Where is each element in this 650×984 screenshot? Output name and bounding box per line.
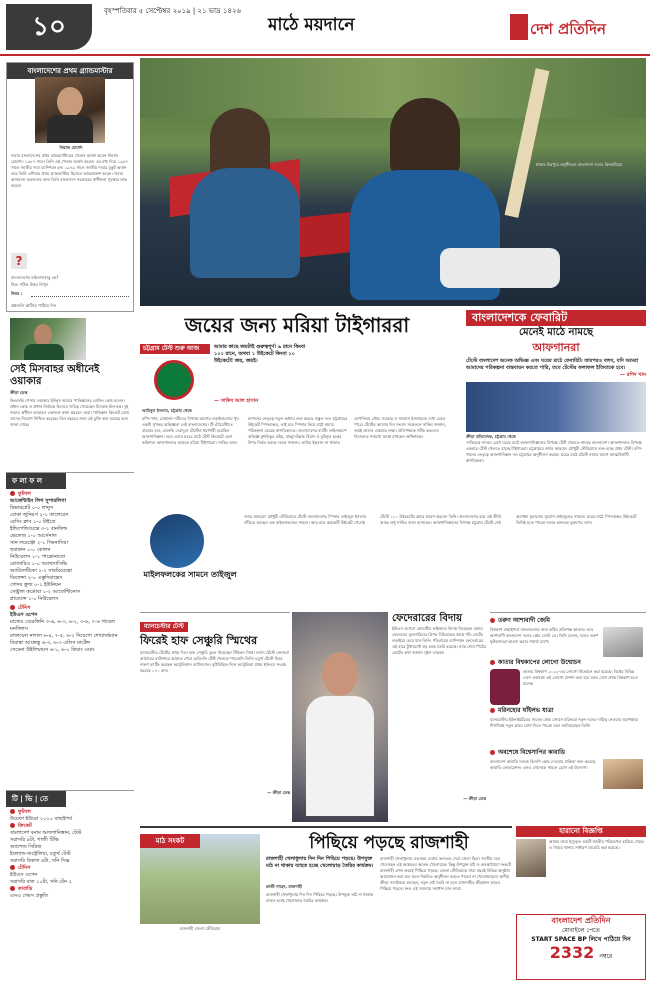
main-headline: জয়ের জন্য মরিয়া টাইগাররা	[184, 313, 410, 337]
result-row: সান লরেঞ্জো ২-১ গিমনাসিয়া	[10, 540, 69, 546]
tv-item: কাবাডি	[10, 886, 130, 893]
football-icon	[10, 809, 15, 814]
brief-row	[490, 759, 646, 789]
tennis-result-row: সেরেনা উইলিয়ামস ৬-১, ৬-০ কিয়াং ওয়াং	[10, 647, 95, 653]
misbah-byline: ক্রীড়া ডেস্ক	[10, 390, 28, 395]
brief-body: বিশ্বকাপ বাছাইপর্বে বাংলাদেশের জন্য কঠিন প্রতিপক্ষ কাতার। তবে আশাবাদী বাংলাদেশ দলের কোচ জেমি ডে। তিনি বলেন, দলের তরুণ ফুটবলাররা ভালো করার সামর্থ্য রাখে।	[490, 627, 599, 644]
person-caption: নিয়াজ মোর্শেদ	[59, 145, 83, 150]
id-photo	[516, 839, 546, 877]
tennis-result-row: বিয়াঙ্কা আন্দ্রেস্কু ৬-৩, ৬-৩ এলিস মার্টেন্স	[10, 640, 90, 646]
bullet-icon	[490, 750, 495, 755]
favorites-headline-2: মেনেই মাঠে নামছে	[518, 327, 594, 338]
quiz-hint: নিচে সঠিক উত্তর লিখুন	[11, 282, 49, 287]
bcb-logo-icon	[154, 360, 194, 400]
tv-item: ক্রিকেট	[10, 823, 130, 830]
page-number: ১০	[6, 4, 92, 50]
face-shape	[322, 652, 358, 696]
tv-title: টি | ভি | তে	[6, 791, 66, 807]
result-row: হুরাকান ০-০ কোলন	[10, 547, 51, 553]
scoreboard-list	[6, 489, 134, 656]
bullet-icon	[490, 660, 495, 665]
tv-item: সরাসরি বিকাল ৪টা, সনি সিক্স	[10, 858, 70, 864]
football-label: ফুটবল	[10, 491, 130, 498]
tennis-result-row: রাফায়েল নাদাল ৬-৪, ৭-৫, ৬-২ দিয়েগো শোয়ার্জম্যান	[10, 633, 118, 639]
manchester-headline: ফিরেই হাফ সেঞ্চুরি স্মিথের	[140, 634, 258, 647]
ad-suffix: নম্বরে	[599, 953, 613, 960]
bullet-icon	[490, 618, 495, 623]
scoreboard-title: ফ লা ফ ল	[6, 473, 66, 489]
result-row: বোকা জুনিয়র্স ২-১ তালেরেস	[10, 512, 69, 518]
tv-item: সরাসরি রাত ১০টা, সনি টেন ২	[10, 879, 72, 885]
test-badge: চট্টগ্রাম টেস্ট শুরু আজ	[140, 344, 210, 354]
misbah-body: কিংবদন্তি পেসার ওয়াকার ইউনুস আবার পাকিস্তানের বোলিং কোচ হলেন। প্রধান কোচ ও প্রধান নির্বাচক হিসেবে দায়িত্ব পেয়েছেন মিসবাহ-উল-হক। দুই জনের অধীনে আবারও একসঙ্গে কাজ করবেন তারা। পাকিস্তান ক্রিকেট বোর্ড তাদের নিয়োগ নিশ্চিত করেছে। তিন বছরের জন্য এই চুক্তি করা হয়েছে বলে জানা গেছে।	[10, 398, 129, 427]
favorites-byline: ক্রীড়া প্রতিবেদক, চট্টগ্রাম থেকে	[466, 434, 516, 439]
brand-name: দেশ প্রতিদিন	[530, 20, 606, 38]
tv-item: বাংলাদেশ বনাম আফগানিস্তান, টেস্ট	[10, 830, 82, 836]
quiz-box	[6, 62, 134, 312]
afghan-team-photo	[466, 382, 646, 432]
brief-title: অবশেষে বিশ্বেসাপির কাবাডি	[490, 747, 646, 758]
manchester-author: — ক্রীড়া ডেস্ক	[267, 790, 290, 795]
tennis-result-row: মাত্তেও বেরেত্তিনি ৩-৬, ৬-৩, ৬-২, ৩-৬, ৭-৬ গায়েল মনফিলস	[10, 619, 115, 632]
taijul-box	[140, 514, 240, 606]
result-row: রোজারিও ১-০ আলদোসিভি	[10, 561, 68, 567]
tv-list	[6, 807, 134, 902]
ad-number-row	[517, 944, 645, 966]
lost-notice-title: হারানো বিজ্ঞপ্তি	[516, 826, 646, 837]
answer-line[interactable]	[31, 296, 129, 297]
pull-quote: আমার কাছে জয়টাই গুরুত্বপূর্ণ। ৯ রানে কিংবা ১০০ রানে, অথবা ১ উইকেটে কিংবা ১০ উইকেটে! জয়, জয়ই।	[214, 344, 306, 364]
tennis-icon	[10, 865, 15, 870]
face-shape	[57, 87, 83, 117]
bullet-icon	[490, 708, 495, 713]
pull-quote-author: — সাকিব আল হাসান	[214, 398, 259, 404]
briefs-column	[490, 612, 646, 822]
rajshahi-byline: কাজী শাহেদ, রাজশাহী	[266, 884, 303, 889]
sms-ad[interactable]	[516, 914, 646, 980]
tv-schedule	[6, 790, 134, 978]
tv-item: অ্যাশেজ সিরিজ	[10, 844, 42, 850]
main-byline: আমিনুল ইসলাম, চট্টগ্রাম থেকে	[142, 408, 192, 413]
tv-item: এসএ গেমস প্রস্তুতি	[10, 893, 48, 899]
player-jersey	[190, 168, 300, 278]
body-shape	[47, 115, 93, 143]
tv-item: উয়েফা ইউরো ২০২০ বাছাইপর্ব	[10, 816, 72, 822]
federer-story	[392, 612, 486, 822]
brief-body: ম্যানচেস্টার ইউনাইটেডের সাবেক কোচ জোসে মরিনহো নতুন দলের দায়িত্ব নেওয়ার অপেক্ষায়। শিগগিরই নতুন ক্লাবে যোগ দিতে পারেন বলে জানিয়েছেন তিনি।	[490, 717, 639, 728]
federer-photo	[292, 612, 388, 822]
person-photo	[35, 77, 105, 143]
main-body: রশিদ খান, মোহাম্মদ নবীদের বিপক্ষে আগের লড়াইগুলোয় খুব একটা সুখকর অভিজ্ঞতা নেই বাংলাদেশের। টি-টোয়েন্টিতে বারবার হার, এমনকি দেরাদুনে টেস্টেও ধরাশায়ী হয়েছিল আফগানিস্তান। তবে এবার ঘরের মাঠে টেস্ট ক্রিকেটে চেনা কন্ডিশনে আফগানদের হারাতে মরিয়া টাইগাররা। সাকিব আল হাসানের নেতৃত্বে নতুন অধ্যায় শুরু করতে প্রস্তুত দল। চট্টগ্রামের উইকেট স্পিনবান্ধব, তাই চার স্পিনার নিয়ে মাঠে নামার পরিকল্পনা রয়েছে স্বাগতিকদের। বাংলাদেশের ব্যাটিং লাইনআপে অভিজ্ঞ মুশফিকুর রহিম, মাহমুদউল্লাহ রিয়াদ ও মুমিনুল হকের উপর নির্ভর করছে দলের সাফল্য। তামিম ইকবাল না থাকায় ওপেনিংয়ে সৌম্য সরকার ও সাদমান ইসলামকে দেখা যেতে পারে। টেস্টের আগের দিন সংবাদ সম্মেলনে সাকিব জানান, জয়ই তাদের একমাত্র লক্ষ্য। প্রতিপক্ষকে সমীহ করলেও নিজেদের সামর্থ্যে আস্থা রাখছেন অধিনায়ক।	[142, 416, 446, 445]
favorites-headline-3: আফগানরা	[532, 341, 580, 354]
misbah-story	[6, 318, 134, 468]
misbah-photo	[10, 318, 86, 360]
brief-body: কাতার বিশ্বকাপ ২০২২-এর লোগো উন্মোচন করা হয়েছে। বিশ্বের বিভিন্ন দেশে একসঙ্গে এই লোগো প্রদর্শন করা হয়। মরুর দেশে প্রথম বিশ্বকাপ হতে যাচ্ছে।	[523, 669, 638, 686]
tv-item: সরাসরি ৯টা, গাজী টিভি	[10, 837, 59, 843]
result-row: রেসিং ক্লাব ১-০ টাইগ্রে	[10, 519, 56, 525]
rajshahi-photo-caption: রাজশাহী জেলা স্টেডিয়াম	[179, 926, 221, 931]
result-row: অ্যাটলেটিকো ২-২ সারমিয়েন্তো	[10, 568, 72, 574]
league-label: আর্জেন্টাইন লিগ সুপারলিগা	[10, 498, 66, 504]
misbah-headline: সেই মিসবাহর অধীনেই ওয়াকার	[10, 364, 100, 387]
favorites-headline-1: বাংলাদেশকে ফেবারিট	[466, 310, 646, 326]
brief-row	[490, 669, 646, 705]
result-row: সেন্ট্রাল কর্ডোবা ১-২ আর্জেন্টিনোস	[10, 589, 81, 595]
result-row: ভেলেজ ১-০ আর্সেনাল	[10, 533, 57, 539]
tv-item: ইউএস ওপেন	[10, 872, 38, 878]
quiz-question: বাংলাদেশের মহিলাদাবাড়ু কে?	[11, 275, 59, 280]
result-row: ইন্ডিপেন্ডিয়েন্তে ৩-১ বানফিল্ড	[10, 526, 68, 532]
ad-line-1: মোবাইলে পেতে	[562, 927, 600, 934]
rajshahi-tag: মাঠ সংকট	[140, 834, 200, 848]
question-mark-icon: ?	[11, 253, 27, 269]
football-icon	[10, 491, 15, 496]
cricket-icon	[10, 823, 15, 828]
rajshahi-story	[140, 826, 512, 980]
brief-title: তরুণ আশাবাদী জেমি	[490, 615, 646, 626]
taijul-body: জহুর আহমেদ চৌধুরী স্টেডিয়ামে টেস্টে বাংলাদেশের স্পিনার তাইজুল ইসলাম দাঁড়িয়ে আছেন এক মাইলফলকের সামনে। আর মাত্র কয়েকটি উইকেট পেলেই টেস্টে ১০০ উইকেটের ক্লাবে প্রবেশ করবেন তিনি। বাংলাদেশের হয়ে এই কীর্তি আছে শুধু সাকিব আল হাসানের। আফগানিস্তানের বিপক্ষে চট্টগ্রাম টেস্টে সেই অপেক্ষা ফুরানোর সুযোগ তাইজুলের সামনে। ঘরের মাঠে স্পিনবান্ধব উইকেটে তিনিই হতে পারেন দলের অন্যতম তুরুপের তাস।	[244, 514, 637, 525]
tennis-label: টেনিস	[10, 605, 130, 612]
federer-author: — ক্রীড়া ডেস্ক	[463, 796, 486, 801]
favorites-quote: টেস্টে বাংলাদেশ অনেক অভিজ্ঞ এবং ঘরের মাঠে ফেবারিট। তারপরও বলব, যদি আমরা আমাদের পরিকল্পনা বাস্তবায়ন করতে পারি, তবে টেস্টের ফলাফল ইতিবাচক হবে।	[466, 358, 639, 371]
ad-brand: বাংলাদেশ প্রতিদিন	[551, 916, 611, 925]
kabaddi-photo	[603, 759, 643, 789]
photo-caption: ঢাকার মিরপুরে অনুশীলনে বাংলাদেশ দলের ক্রিকেটাররা	[536, 162, 623, 167]
brief-row	[490, 627, 646, 657]
result-row: গোদয় ক্রুজ ০-১ ইউনিয়ন	[10, 582, 61, 588]
tv-item: টেনিস	[10, 865, 130, 872]
ad-number: 2332	[549, 943, 595, 962]
header-date: বৃহস্পতিবার ৫ সেপ্টেম্বর ২০১৯ | ২১ ভাদ্র ১৪২৬	[104, 7, 242, 15]
result-row: প্লাতেন্সে ১-০ নিউয়েলস	[10, 596, 59, 602]
answer-note: প্রশ্নগুলি কাটিয়ে পাঠিয়ে দিন	[11, 303, 56, 308]
tennis-icon	[10, 605, 15, 610]
page-category: মাঠে ময়দানে	[268, 15, 355, 35]
scoreboard	[6, 472, 134, 786]
rajshahi-body-right: রাজশাহী খেলাধুলায় একসময় দেশের অন্যতম সেরা জেলা ছিল। জাতীয় দলে খেলেছেন এই অঞ্চলের অনেক খেলোয়াড়। কিন্তু উপযুক্ত মাঠ ও অবকাঠামো সংকটে রাজশাহী এখন ক্রমেই পিছিয়ে পড়ছে। জেলা স্টেডিয়ামে সারা বছরই বিভিন্ন অনুষ্ঠান আয়োজন করা হয়। ফলে নিয়মিত অনুশীলন করতে পারেন না খেলোয়াড়রা। স্থানীয় ক্রীড়া সংগঠকরা বলছেন, নতুন মাঠ তৈরি না হলে রাজশাহীর ক্রীড়াঙ্গন আরও পিছিয়ে পড়বে। দ্রুত এই সমস্যার সমাধান চান তারা।	[380, 856, 511, 891]
body-shape	[306, 696, 374, 816]
answer-label: উত্তর :	[11, 291, 23, 296]
rajshahi-headline: পিছিয়ে পড়ছে রাজশাহী	[309, 833, 469, 853]
manchester-body: ম্যানচেস্টার টেস্টের প্রথম দিনে হাফ সেঞ্চুরি তুলে নিয়েছেন স্টিভেন স্মিথ। লর্ডস টেস্টে জোফরা আর্চারের বাউন্সারে আঘাত পেয়ে হেডিংলি টেস্ট খেলতে পারেননি তিনি। চতুর্থ টেস্টে ফিরে দারুণ ব্যাটিং করছেন অস্ট্রেলিয়ান ব্যাটসম্যান। বৃষ্টিবিঘ্নিত দিনে অস্ট্রেলিয়া প্রথম ইনিংসে সংগ্রহ করেছে ১৭০ রান।	[140, 650, 289, 673]
batting-pad	[440, 248, 560, 288]
main-photo	[140, 58, 646, 306]
newspaper-logo[interactable]	[510, 10, 646, 44]
face-shape	[34, 324, 52, 346]
rajshahi-body-left: রাজশাহী খেলাধুলায় দিন দিন পিছিয়ে পড়ছে। উপযুক্ত মাঠ না থাকায় ব্যাহত হচ্ছে খেলোয়াড় তৈরির কার্যক্রম।	[266, 892, 374, 903]
rajshahi-lede: রাজশাহী খেলাধুলায় দিন দিন পিছিয়ে পড়ছে। উপযুক্ত মাঠ না থাকায় ব্যাহত হচ্ছে খেলোয়াড় তৈরির কার্যক্রম।	[266, 856, 374, 869]
right-bottom-column	[516, 826, 646, 980]
manchester-label: ম্যানচেস্টার টেস্ট	[140, 622, 188, 632]
tv-item: ফুটবল	[10, 809, 130, 816]
manchester-story	[140, 612, 290, 822]
rajshahi-photo	[140, 834, 260, 924]
coach-photo	[603, 627, 643, 657]
taijul-headline: মাইলফলকের সামনে তাইজুল	[143, 570, 237, 579]
quiz-title: বাংলাদেশের প্রথম গ্র্যান্ডমাস্টার	[7, 63, 133, 79]
favorites-body: সাকিবকে সামনে রেখে ঘরের মাঠে আফগানিস্তানের বিপক্ষে টেস্ট খেলতে নামছে বাংলাদেশ। আফগানদের বিপক্ষে একমাত্র টেস্ট খেলতে যাচ্ছে টাইগাররা। চট্টগ্রামের জহুর আহমেদ চৌধুরী স্টেডিয়ামে শুরু হচ্ছে প্রথম টেস্ট। রশিদ খানের নেতৃত্বে আফগানিস্তান দল চট্টগ্রামে অনুশীলন করছে। ঘরের মাঠে টেস্টে নামার আগে আত্মবিশ্বাসী স্বাগতিকরা।	[466, 440, 642, 463]
lost-notice-row	[516, 839, 646, 901]
player-head	[390, 98, 460, 178]
result-row: নিউয়েলস ১-১ পাত্রোনাতো	[10, 554, 66, 560]
world-cup-logo-icon	[490, 669, 520, 705]
brief-title: কাতার বিশ্বকাপের লোগো উন্মোচন	[490, 657, 646, 668]
tv-item: ইংল্যান্ড-অস্ট্রেলিয়া, চতুর্থ টেস্ট	[10, 851, 71, 857]
brief-body: বাংলাদেশ কাবাডি দলকে বিদেশি কোচ দেওয়ার প্রক্রিয়া শুরু করেছে কাবাডি ফেডারেশন। এসএ গেমসকে সামনে রেখে এই উদ্যোগ।	[490, 759, 596, 770]
kabaddi-icon	[10, 886, 15, 891]
trees-background	[140, 58, 646, 118]
result-row: রিভারপ্লেট ০-০ লানুস	[10, 505, 54, 511]
tennis-event: ইউএস ওপেন	[10, 612, 38, 618]
logo-mark-icon	[510, 14, 528, 40]
body-shape	[24, 344, 64, 360]
result-row: ডিফেন্সা ২-০ এস্তুদিয়ান্তেস	[10, 575, 63, 581]
federer-body: ইউএস ওপেনে কোয়ার্টার ফাইনালে বিদায় নিয়েছেন রজার ফেদেরার। বুলগেরিয়ার গ্রিগর দিমিত্রভের কাছে পাঁচ সেটের লড়াইয়ে হেরে যান তিনি। পাঁচবারের চ্যাম্পিয়ন ফেদেরারের এই হারে টুর্নামেন্টে বড় চমক তৈরি হয়েছে। ম্যাচ শেষে পিঠের চোটের কথা জানান সুইস তারকা।	[392, 626, 486, 655]
taijul-photo	[150, 514, 204, 568]
ad-line-2: START SPACE BP লিখে পাঠিয়ে দিন	[531, 936, 631, 943]
lost-notice-body: আমার নামে ইস্যুকৃত একটি জাতীয় পরিচয়পত্র হারিয়ে গেছে। এ বিষয়ে থানায় সাধারণ ডায়েরি করা হয়েছে।	[549, 839, 645, 850]
favorites-quote-author: — রশিদ খান	[620, 372, 646, 378]
federer-headline: ফেদেরারের বিদায়	[392, 613, 463, 624]
quiz-body: দাবায় বাংলাদেশের প্রথম গ্র্যান্ডমাস্টারের খেতাব অর্জন করেন নিয়াজ মোর্শেদ। ১৯৮৭ সালে তিনি এই খেতাব অর্জন করেন। এর মধ্য দিয়ে ১৯৮৭ সালে জাতীয় দাবা চ্যাম্পিয়ন হন। ১৯৭৯ সালে জাতীয় দাবার মুকুট অর্জন করে তিনি এশিয়ার প্রথম গ্র্যান্ডমাস্টার হিসেবে আত্মপ্রকাশ করেন। দাবায় অসামান্য অবদানের জন্য তিনি বাংলাদেশ সরকারের স্বাধীনতা পুরস্কার লাভ করেন।	[11, 153, 129, 188]
brief-title: মরিনহোর ঘাঁইলভ যাত্রা	[490, 705, 646, 716]
